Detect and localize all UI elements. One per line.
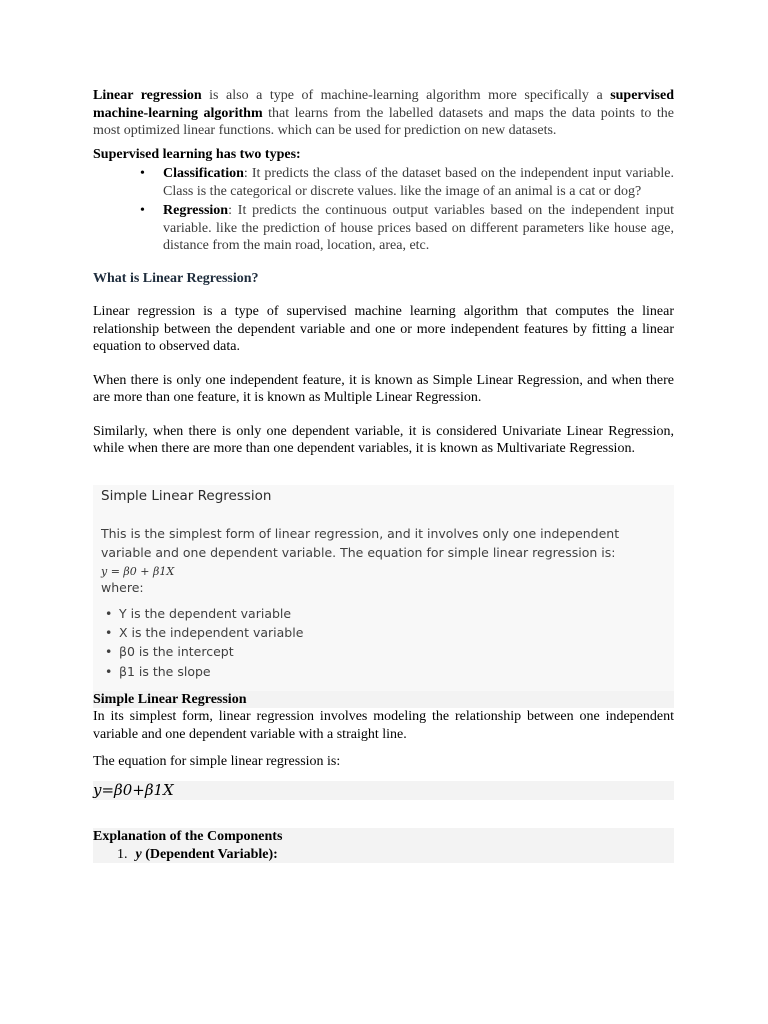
equation-line: y=β0+β1X xyxy=(93,781,674,801)
intro-text-1: is also a type of machine-learning algorithm more specifically a xyxy=(201,88,611,103)
figure-title: Simple Linear Regression xyxy=(101,487,272,504)
list-item: • Regression: It predicts the continuous output variables based on the independent input variable. like the prediction of house prices based on different parameters like house age, distance from the main road, location, area, etc. xyxy=(140,203,674,253)
intro-paragraph xyxy=(93,87,674,140)
component-label: (Dependent Variable): xyxy=(141,846,278,862)
figure-list xyxy=(103,604,303,682)
list-item: • β1 is the slope xyxy=(103,662,303,681)
type-term: Classification xyxy=(163,166,244,181)
components-list xyxy=(93,846,674,864)
section-heading: Simple Linear Regression xyxy=(93,691,674,709)
list-item: • Y is the dependent variable xyxy=(103,604,303,623)
intro-bold-term-2: supervised machine-learning algorithm xyxy=(93,88,674,121)
list-number: 1. xyxy=(117,846,128,862)
list-item: • X is the independent variable xyxy=(103,623,303,642)
type-text: : It predicts the class of the dataset based on the independent input variable. Class is the categorical or discrete values. like the image of an animal is a cat or dog? xyxy=(163,166,674,199)
variable-symbol: y xyxy=(135,846,142,862)
body-paragraph: The equation for simple linear regression is: xyxy=(93,754,341,769)
figure-paragraph: This is the simplest form of linear regression, and it involves only one independent variable and one dependent variable. The equation for simple linear regression is: xyxy=(101,525,620,560)
type-term: Regression xyxy=(163,203,229,218)
section-heading: Explanation of the Components xyxy=(93,829,283,844)
section-heading: What is Linear Regression? xyxy=(93,270,259,286)
intro-bold-term: Linear regression xyxy=(93,88,202,103)
type-text: : It predicts the continuous output variables based on the independent input variable. like the prediction of house prices based on different parameters like house age, distance from the main road, location, area, etc. xyxy=(163,203,674,253)
body-paragraph: In its simplest form, linear regression involves modeling the relationship between one independent variable and one dependent variable with a straight line. xyxy=(93,709,674,742)
body-paragraph: Linear regression is a type of supervised machine learning algorithm that computes the linear relationship between the dependent variable and one or more independent features by fitting a linear equation to observed data. xyxy=(93,304,674,354)
body-paragraph: When there is only one independent feature, it is known as Simple Linear Regression, and when there are more than one feature, it is known as Multiple Linear Regression. xyxy=(93,372,674,405)
types-heading: Supervised learning has two types: xyxy=(93,146,301,162)
list-item xyxy=(93,846,674,864)
list-item: • Classification: It predicts the class of the dataset based on the independent input variable. Class is the categorical or discrete values. like the image of an animal is a cat or dog? xyxy=(140,166,674,199)
document-body xyxy=(93,87,674,863)
types-list xyxy=(93,165,674,255)
intro-text-2: that learns from the labelled datasets and maps the data points to the most optimized linear functions. which can be used for prediction on new datasets. xyxy=(93,105,674,138)
body-paragraph: Similarly, when there is only one dependent variable, it is considered Univariate Linear Regression, while when there are more than one dependent variables, it is known as Multivariate Regression. xyxy=(93,423,674,456)
embedded-screenshot-figure xyxy=(93,485,674,691)
components-block xyxy=(93,828,674,863)
figure-where: where: xyxy=(101,579,144,595)
figure-equation: y = β0 + β1X xyxy=(101,564,175,578)
list-item: • β0 is the intercept xyxy=(103,642,303,661)
